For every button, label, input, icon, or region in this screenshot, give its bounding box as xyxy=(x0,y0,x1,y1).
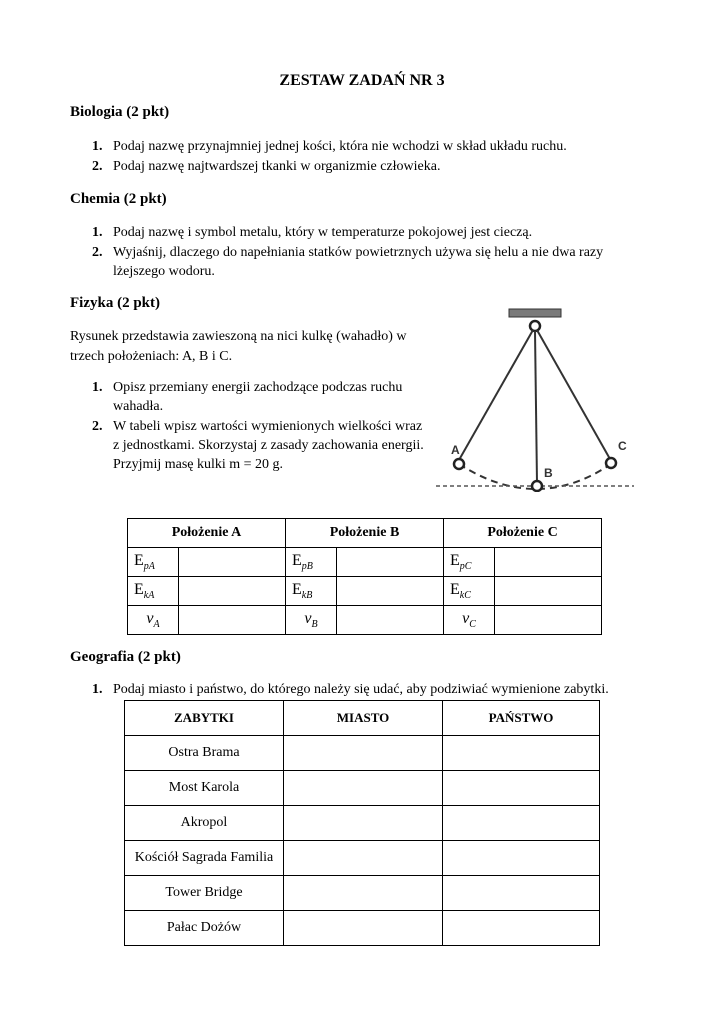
list-item xyxy=(92,417,427,474)
ceiling-mount xyxy=(509,309,561,317)
biology-heading: Biologia (2 pkt) xyxy=(70,104,170,120)
item-number: 1. xyxy=(92,682,103,697)
symbol-cell: $v_B$ xyxy=(286,606,337,635)
table-header-row xyxy=(125,701,600,736)
chemistry-list xyxy=(92,223,637,282)
symbol-cell: $v_C$ xyxy=(444,606,495,635)
city-answer-cell[interactable] xyxy=(284,841,443,876)
city-answer-cell[interactable] xyxy=(284,911,443,946)
symbol-cell: $E_{pB}$ xyxy=(286,548,337,577)
ball-b xyxy=(532,481,542,491)
biology-list xyxy=(92,137,567,177)
answer-cell[interactable] xyxy=(495,548,602,577)
item-text: Podaj nazwę i symbol metalu, który w temperaturze pokojowej jest cieczą. xyxy=(113,225,533,240)
string-c xyxy=(537,330,610,459)
chemistry-heading: Chemia (2 pkt) xyxy=(70,191,167,207)
header-monuments: ZABYTKI xyxy=(125,701,284,736)
geography-list xyxy=(92,680,652,700)
monument-name: Most Karola xyxy=(125,771,284,806)
symbol-cell: $E_{kB}$ xyxy=(286,577,337,606)
city-answer-cell[interactable] xyxy=(284,876,443,911)
answer-cell[interactable] xyxy=(495,577,602,606)
string-b xyxy=(535,331,537,483)
item-number: 2. xyxy=(92,159,103,174)
symbol-cell: $E_{kA}$ xyxy=(128,577,179,606)
header-position-b: Położenie B xyxy=(286,519,444,548)
table-row xyxy=(125,841,600,876)
label-c: C xyxy=(618,439,627,453)
item-text: Podaj nazwę przynajmniej jednej kości, która nie wchodzi w skład układu ruchu. xyxy=(113,139,567,154)
list-item xyxy=(92,223,637,242)
energy-table xyxy=(127,518,602,635)
monument-name: Kościół Sagrada Familia xyxy=(125,841,284,876)
table-row xyxy=(125,771,600,806)
geography-heading: Geografia (2 pkt) xyxy=(70,649,181,665)
monuments-table xyxy=(124,700,600,946)
table-header-row xyxy=(128,519,602,548)
answer-cell[interactable] xyxy=(179,548,286,577)
answer-cell[interactable] xyxy=(337,577,444,606)
city-answer-cell[interactable] xyxy=(284,806,443,841)
physics-intro: Rysunek przedstawia zawieszoną na nici kulkę (wahadło) w trzech położeniach: A, B i C. xyxy=(70,329,407,364)
symbol-cell: $E_{pC}$ xyxy=(444,548,495,577)
answer-cell[interactable] xyxy=(495,606,602,635)
item-number: 2. xyxy=(92,419,103,434)
label-a: A xyxy=(451,443,460,457)
country-answer-cell[interactable] xyxy=(443,736,600,771)
list-item xyxy=(92,243,637,281)
table-row xyxy=(128,548,602,577)
table-row xyxy=(125,806,600,841)
city-answer-cell[interactable] xyxy=(284,771,443,806)
symbol-cell: $E_{pA}$ xyxy=(128,548,179,577)
item-number: 1. xyxy=(92,225,103,240)
table-row xyxy=(125,736,600,771)
item-number: 1. xyxy=(92,380,103,395)
ball-a xyxy=(454,459,464,469)
header-country: PAŃSTWO xyxy=(443,701,600,736)
item-text: Podaj miasto i państwo, do którego należy się udać, aby podziwiać wymienione zabytki. xyxy=(113,682,609,697)
monument-name: Tower Bridge xyxy=(125,876,284,911)
table-row xyxy=(125,876,600,911)
ball-c xyxy=(606,458,616,468)
physics-list xyxy=(92,378,427,475)
item-text: Opisz przemiany energii zachodzące podczas ruchu wahadła. xyxy=(113,380,403,414)
physics-heading: Fizyka (2 pkt) xyxy=(70,295,160,311)
label-b: B xyxy=(544,466,553,480)
table-row xyxy=(128,577,602,606)
header-position-a: Położenie A xyxy=(128,519,286,548)
item-text: W tabeli wpisz wartości wymienionych wielkości wraz z jednostkami. Skorzystaj z zasady zachowania energii. Przyjmij masę kulki m = 20 g. xyxy=(113,419,424,472)
monument-name: Ostra Brama xyxy=(125,736,284,771)
answer-cell[interactable] xyxy=(337,548,444,577)
country-answer-cell[interactable] xyxy=(443,806,600,841)
list-item xyxy=(92,137,567,156)
city-answer-cell[interactable] xyxy=(284,736,443,771)
list-item xyxy=(92,680,652,699)
monument-name: Pałac Dożów xyxy=(125,911,284,946)
page-title: ZESTAW ZADAŃ NR 3 xyxy=(279,72,445,89)
answer-cell[interactable] xyxy=(337,606,444,635)
country-answer-cell[interactable] xyxy=(443,771,600,806)
list-item xyxy=(92,378,427,416)
item-text: Wyjaśnij, dlaczego do napełniania statków powietrznych używa się helu a nie dwa razy lżejszego wodoru. xyxy=(113,245,604,279)
table-row xyxy=(125,911,600,946)
answer-cell[interactable] xyxy=(179,606,286,635)
country-answer-cell[interactable] xyxy=(443,841,600,876)
list-item xyxy=(92,157,567,176)
item-number: 2. xyxy=(92,245,103,260)
country-answer-cell[interactable] xyxy=(443,876,600,911)
monument-name: Akropol xyxy=(125,806,284,841)
item-number: 1. xyxy=(92,139,103,154)
header-city: MIASTO xyxy=(284,701,443,736)
country-answer-cell[interactable] xyxy=(443,911,600,946)
pendulum-figure xyxy=(434,300,636,492)
symbol-cell: $v_A$ xyxy=(128,606,179,635)
answer-cell[interactable] xyxy=(179,577,286,606)
table-row xyxy=(128,606,602,635)
symbol-cell: $E_{kC}$ xyxy=(444,577,495,606)
pivot-ring xyxy=(530,321,540,331)
header-position-c: Położenie C xyxy=(444,519,602,548)
item-text: Podaj nazwę najtwardszej tkanki w organizmie człowieka. xyxy=(113,159,441,174)
string-a xyxy=(459,330,533,460)
